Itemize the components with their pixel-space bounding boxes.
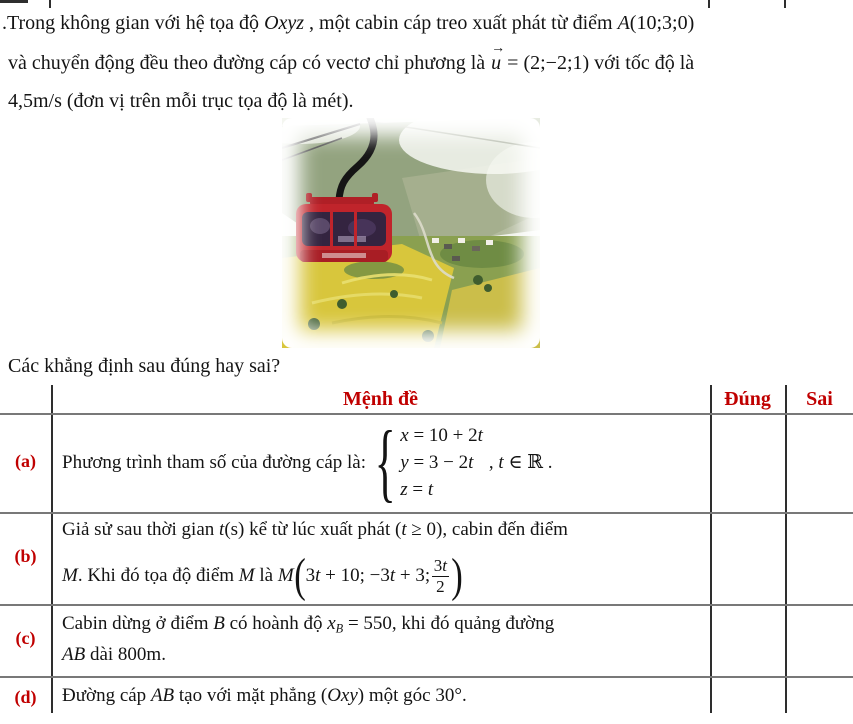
- cable-car-photo: [282, 118, 540, 348]
- row-b-label: (b): [14, 546, 37, 566]
- row-a-outro: , t ∈ ℝ .: [488, 452, 553, 473]
- fraction-numerator: 3t: [433, 555, 448, 575]
- row-a-eq-y: y = 3 − 2t: [400, 452, 474, 473]
- table-border-row-b-bottom: [0, 604, 853, 606]
- problem-line-1: .Trong không gian với hệ tọa độ Oxyz , một cabin cáp treo xuất phát từ điểm A(10;3;0): [2, 12, 695, 34]
- row-d-label: (d): [14, 687, 37, 707]
- table-border-row-a-bottom: [0, 512, 853, 514]
- fraction-denominator: 2: [432, 576, 449, 597]
- cropped-column-tick-3: [784, 0, 786, 8]
- row-a-eq-x: x = 10 + 2t: [400, 425, 483, 446]
- question-prompt: Các khẳng định sau đúng hay sai?: [8, 355, 281, 377]
- cropped-column-tick-1: [49, 0, 51, 8]
- table-border-col-true: [710, 385, 712, 713]
- table-border-col-false: [785, 385, 787, 713]
- row-a-intro: Phương trình tham số của đường cáp là:: [62, 451, 366, 473]
- cropped-border-fragment: [0, 0, 28, 3]
- row-a-statement: [62, 413, 707, 512]
- row-a-eq-z: z = t: [400, 479, 434, 500]
- row-b-point-m: M. Khi đó tọa độ điểm M là M: [62, 565, 294, 586]
- cropped-column-tick-2: [708, 0, 710, 8]
- header-statement: Mệnh đề: [343, 388, 418, 410]
- table-border-row-c-bottom: [0, 676, 853, 678]
- table-border-col-label: [51, 385, 53, 713]
- photo-green-patch-1: [440, 240, 524, 268]
- header-false: Sai: [806, 388, 833, 410]
- row-a-label: (a): [15, 451, 36, 471]
- header-true: Đúng: [724, 388, 771, 410]
- row-b-coordinates: 3t + 10; −3t + 3;: [305, 565, 431, 586]
- row-b-fraction: [432, 556, 449, 596]
- row-d-statement: Đường cáp AB tạo với mặt phẳng (Oxy) một góc 30°.: [62, 685, 467, 706]
- row-b-statement-line-2: M. Khi đó tọa độ điểm M là M ( 3t + 10; −3t + 3; $\frac{3t}{2}$ ): [62, 549, 463, 602]
- row-c-statement-line-2: AB dài 800m.: [62, 644, 166, 665]
- problem-line-3: 4,5m/s (đơn vị trên mỗi trục tọa độ là mét).: [8, 90, 354, 112]
- cable-car-illustration: [282, 118, 540, 348]
- problem-line-2: và chuyển động đều theo đường cáp có vectơ chỉ phương là → u = (2;−2;1) với tốc độ là: [8, 40, 695, 74]
- row-b-statement-line-1: Giả sử sau thời gian t(s) kể từ lúc xuất phát (t ≥ 0), cabin đến điểm: [62, 519, 568, 540]
- row-a-equation-system: { x = 10 + 2t y = 3 − 2t z = t: [374, 413, 483, 511]
- row-c-statement-line-1: Cabin dừng ở điểm B có hoành độ $x_B = 550$, khi đó quảng đường: [62, 613, 555, 636]
- row-c-label: (c): [15, 628, 36, 648]
